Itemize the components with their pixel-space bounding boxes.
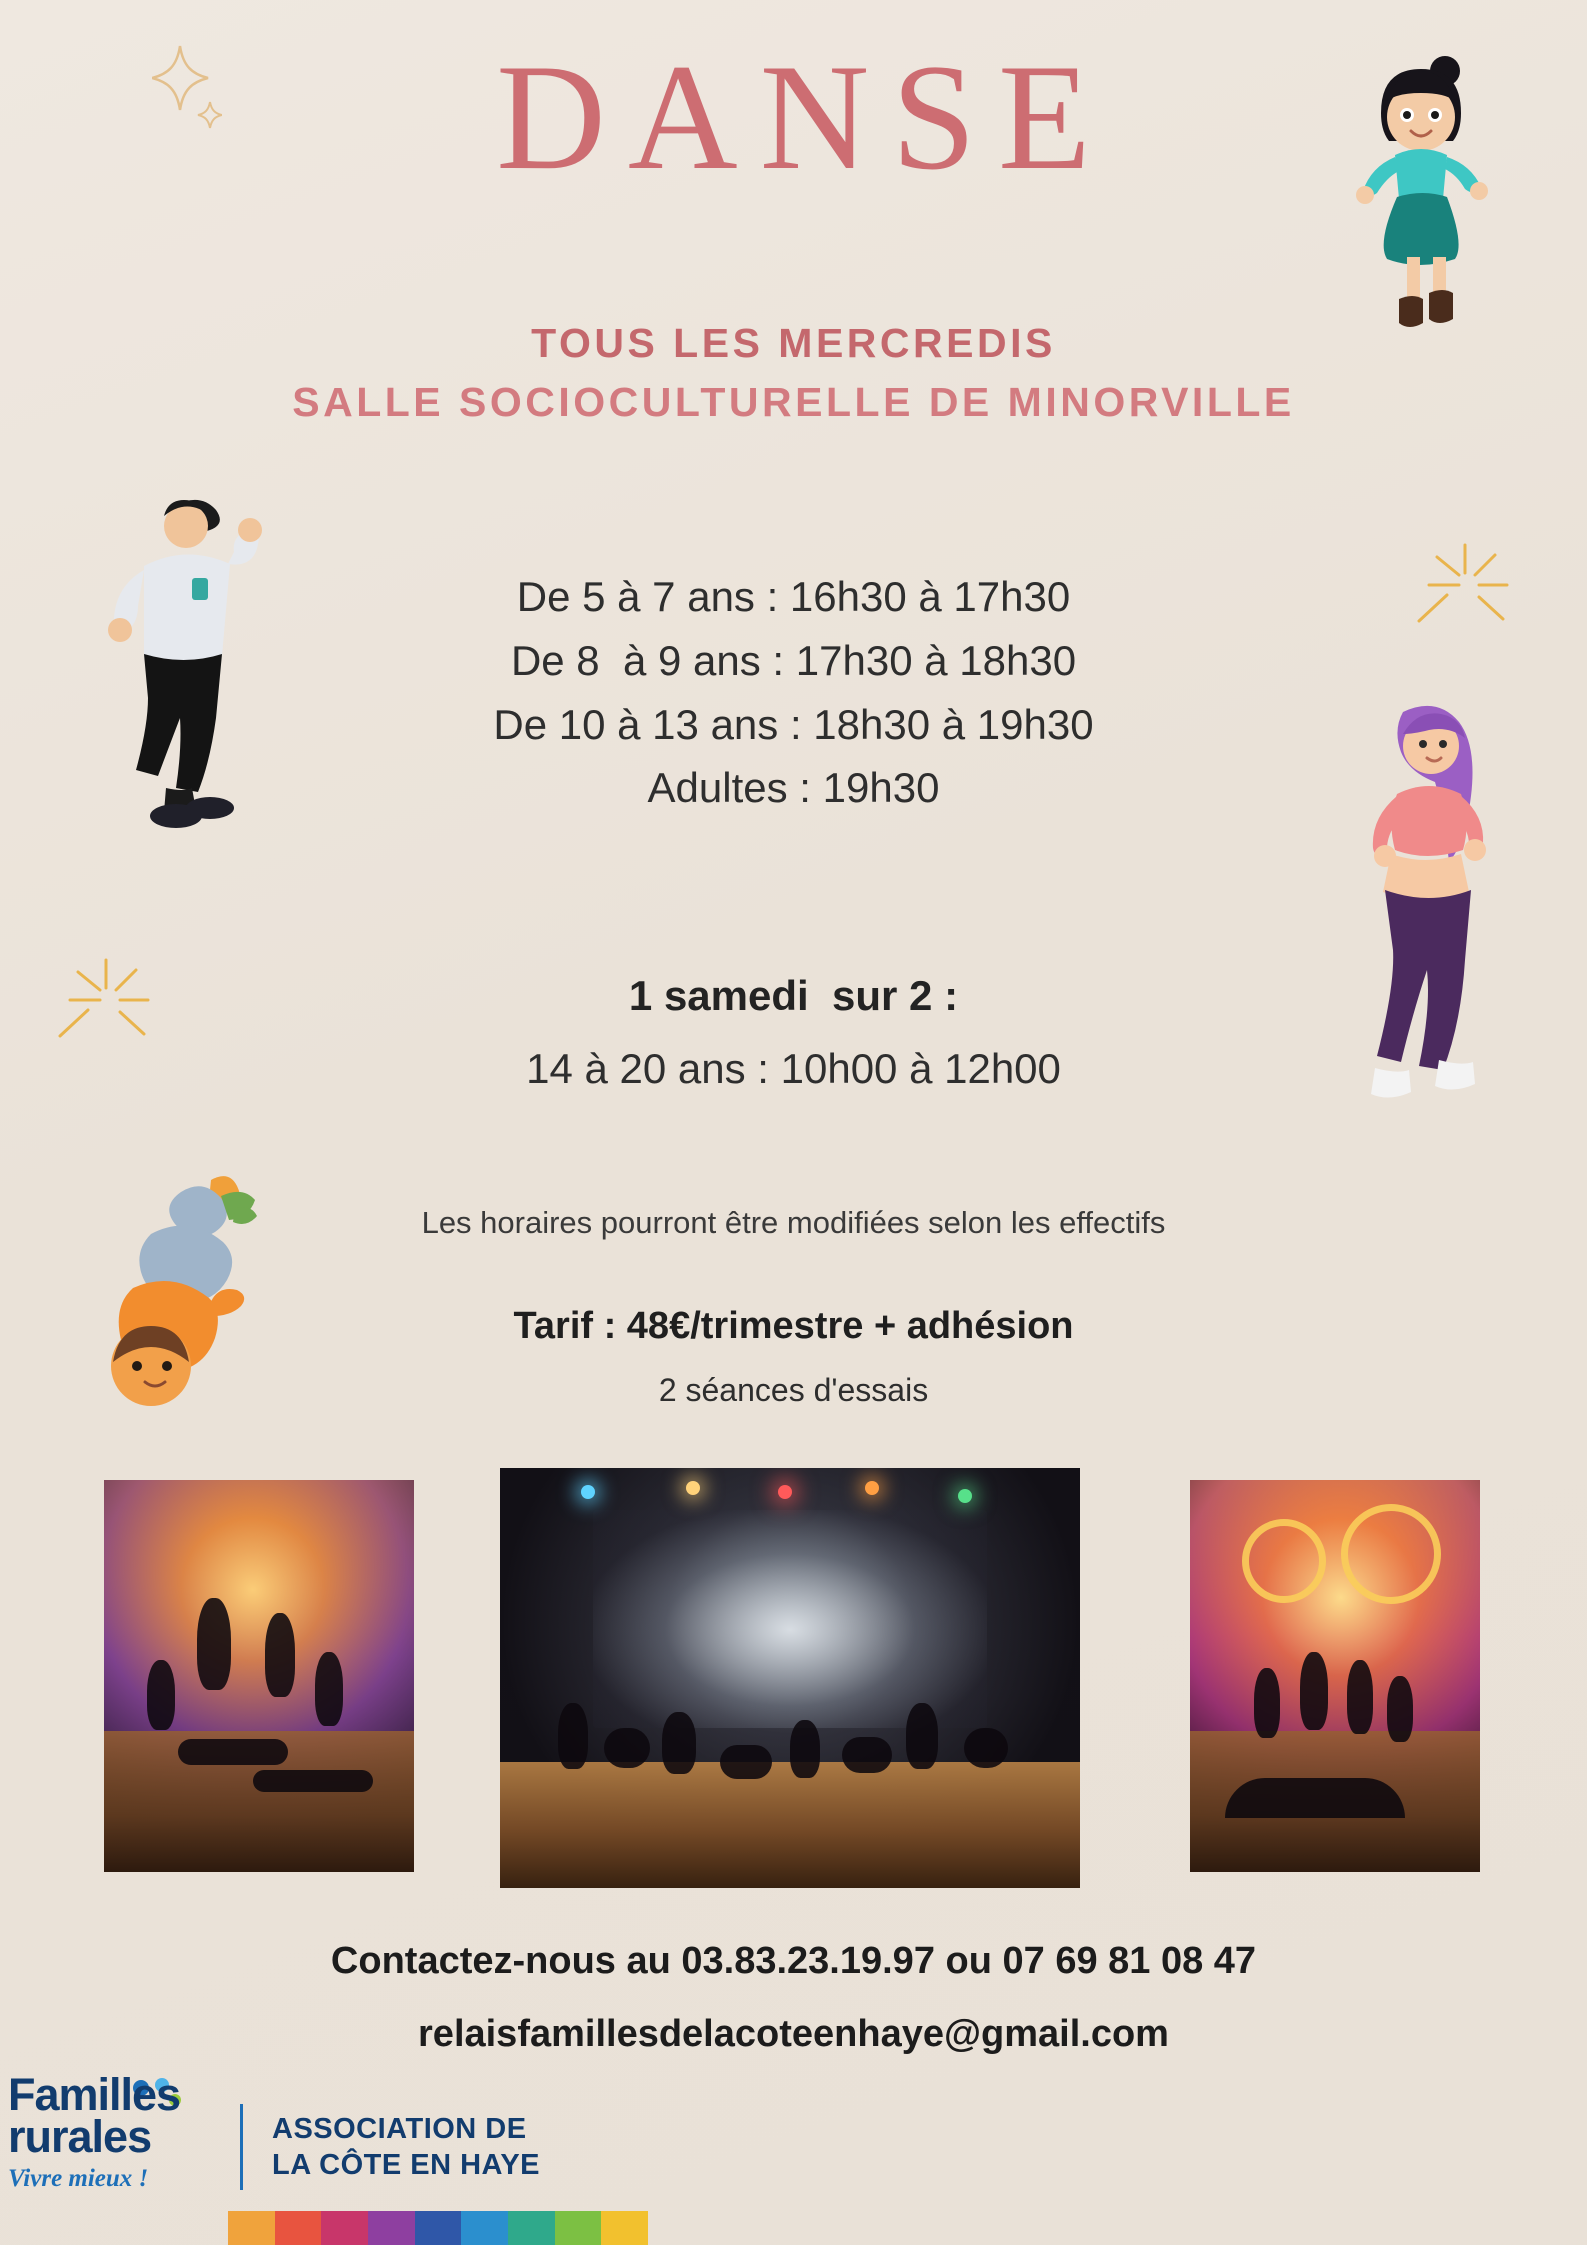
photo-dance-3 — [1190, 1480, 1480, 1872]
schedule-line: De 10 à 13 ans : 18h30 à 19h30 — [493, 700, 1094, 748]
logo-name-line1: Familles — [8, 2068, 181, 2120]
logo-divider — [240, 2104, 243, 2190]
footer — [0, 2068, 1587, 2245]
photo-dance-2 — [500, 1468, 1080, 1888]
subtitle-venue: SALLE SOCIOCULTURELLE DE MINORVILLE — [292, 379, 1295, 425]
breakdancer-icon — [85, 1170, 285, 1420]
schedule-line: De 5 à 7 ans : 16h30 à 17h30 — [516, 573, 1071, 620]
page-title: DANSE — [496, 33, 1113, 201]
dancer-boy-icon — [78, 470, 278, 830]
schedule-line: Adultes : 19h30 — [647, 764, 940, 812]
dancer-girl-icon — [1337, 55, 1497, 345]
photo-gallery — [0, 1468, 1587, 1888]
association-name — [272, 2112, 540, 2183]
saturday-title: 1 samedi sur 2 : — [628, 972, 959, 1019]
schedule-line: De 8 à 9 ans : 17h30 à 18h30 — [510, 636, 1077, 684]
association-line1: ASSOCIATION DE — [272, 2113, 527, 2146]
photo-dance-1 — [104, 1480, 414, 1872]
association-line2: LA CÔTE EN HAYE — [272, 2148, 541, 2181]
dancer-purple-icon — [1327, 690, 1517, 1120]
color-bar — [228, 2211, 648, 2245]
contact-phone[interactable]: Contactez-nous au 03.83.23.19.97 ou 07 69 81 08 47 — [330, 1940, 1257, 1982]
subtitle-day: TOUS LES MERCREDIS — [531, 320, 1056, 366]
schedule-note: Les horaires pourront être modifiées selon les effectifs — [421, 1205, 1166, 1240]
logo-tagline: Vivre mieux ! — [8, 2165, 149, 2192]
saturday-schedule: 14 à 20 ans : 10h00 à 12h00 — [526, 1045, 1061, 1092]
price-line: Tarif : 48€/trimestre + adhésion — [513, 1305, 1074, 1347]
logo-familles-rurales — [8, 2068, 223, 2194]
contact-email[interactable]: relaisfamillesdelacoteenhaye@gmail.com — [418, 2013, 1169, 2055]
logo-name-line2: rurales — [8, 2111, 152, 2163]
trial-sessions-line: 2 séances d'essais — [658, 1372, 929, 1408]
